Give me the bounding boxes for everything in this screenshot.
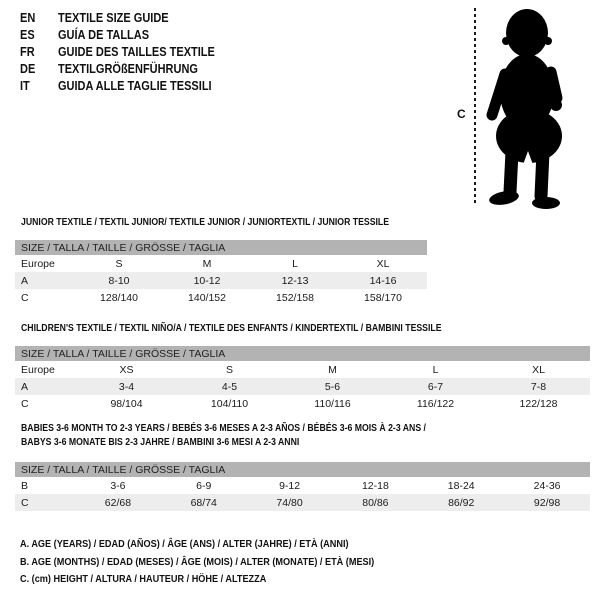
children-size-table [15,346,590,412]
section-heading-babies [21,422,426,450]
language-title: GUIDE DES TAILLES TEXTILE [58,45,215,59]
footnotes [20,536,427,589]
cell: 116/122 [416,397,455,410]
baby-silhouette-icon [479,6,597,212]
language-code: EN [20,11,36,25]
language-code: IT [20,79,30,93]
cell: 14-16 [339,272,427,289]
size-header-label: SIZE / TALLA / TAILLE / GRÖSSE / TAGLIA [15,240,427,255]
cell: 98/104 [110,397,143,410]
cell: 3-4 [75,378,178,395]
cell: 158/170 [364,291,402,304]
section-heading-children: CHILDREN'S TEXTILE / TEXTIL NIÑO/A / TEXTILE DES ENFANTS / KINDERTEXTIL / BAMBINI TESSILE [21,323,442,334]
section-heading-babies-line1: BABIES 3-6 MONTH TO 2-3 YEARS / BEBÉS 3-6 MESES A 2-3 AÑOS / BÉBÉS 3-6 MOIS À 2-3 ANS / [21,423,426,434]
cell: M [202,257,212,270]
babies-size-table [15,462,590,511]
language-title: GUIDA ALLE TAGLIE TESSILI [58,79,212,93]
cell: S [115,257,123,270]
cell: M [328,363,337,376]
language-title: TEXTILE SIZE GUIDE [58,11,169,25]
table-row [15,272,427,289]
language-list [20,10,236,95]
row-label: Europe [21,257,55,270]
size-header-bar [15,462,590,477]
table-row [15,361,590,378]
height-measure-dashed-line [474,8,476,204]
cell: 24-36 [533,479,561,492]
cell: 18-24 [447,479,475,492]
table-row [15,255,427,272]
footnote-a: A. AGE (YEARS) / EDAD (AÑOS) / ÂGE (ANS) / ALTER (JAHRE) / ETÀ (ANNI) [20,538,349,550]
row-label: C [21,291,29,304]
cell: 128/140 [100,291,138,304]
language-row [20,61,236,78]
table-row [15,494,590,511]
table-row [15,289,427,306]
language-row [20,78,236,95]
size-header-bar [15,240,427,255]
language-title: GUÍA DE TALLAS [58,28,150,42]
section-heading-junior: JUNIOR TEXTILE / TEXTIL JUNIOR/ TEXTILE JUNIOR / JUNIORTEXTIL / JUNIOR TESSILE [21,217,390,228]
row-label: A [15,378,75,395]
cell: 122/128 [519,397,558,410]
height-measure-label: C [457,107,466,121]
language-row [20,27,236,44]
cell: 62/68 [75,494,161,511]
language-row [20,44,236,61]
language-code: DE [20,62,36,76]
cell: 3-6 [110,479,126,492]
language-title: TEXTILGRÖßENFÜHRUNG [58,62,198,76]
row-label: Europe [21,363,55,376]
size-header-label: SIZE / TALLA / TAILLE / GRÖSSE / TAGLIA [15,462,590,477]
cell: 6-7 [384,378,487,395]
cell: 74/80 [247,494,333,511]
cell: 9-12 [279,479,301,492]
cell: 12-18 [361,479,389,492]
language-row [20,10,236,27]
footnote-c: C. (cm) HEIGHT / ALTURA / HAUTEUR / HÖHE / ALTEZZA [20,573,267,585]
cell: 110/116 [314,397,351,410]
cell: 8-10 [75,272,163,289]
cell: 86/92 [418,494,504,511]
size-header-bar [15,346,590,361]
cell: 104/110 [210,397,249,410]
table-row [15,477,590,494]
cell: 6-9 [196,479,212,492]
cell: L [292,257,298,270]
cell: 68/74 [161,494,247,511]
row-label: A [15,272,75,289]
cell: 140/152 [188,291,226,304]
cell: XL [376,257,390,270]
cell: L [432,363,439,376]
cell: 152/158 [276,291,314,304]
row-label: B [21,479,29,492]
cell: 5-6 [281,378,384,395]
cell: 7-8 [487,378,590,395]
language-code: FR [20,45,35,59]
table-row [15,378,590,395]
cell: XS [119,363,134,376]
language-code: ES [20,28,35,42]
size-header-label: SIZE / TALLA / TAILLE / GRÖSSE / TAGLIA [15,346,590,361]
cell: 92/98 [504,494,590,511]
cell: XL [532,363,545,376]
cell: 10-12 [163,272,251,289]
row-label: C [21,397,29,410]
section-heading-babies-line2: BABYS 3-6 MONATE BIS 2-3 JAHRE / BAMBINI 3-6 MESI A 2-3 ANNI [21,437,300,448]
cell: 4-5 [178,378,281,395]
cell: 12-13 [251,272,339,289]
junior-size-table [15,240,427,306]
table-row [15,395,590,412]
footnote-b: B. AGE (MONTHS) / EDAD (MESES) / ÂGE (MOIS) / ALTER (MONATE) / ETÀ (MESI) [20,555,375,568]
cell: 80/86 [332,494,418,511]
row-label: C [15,494,75,511]
cell: S [225,363,233,376]
